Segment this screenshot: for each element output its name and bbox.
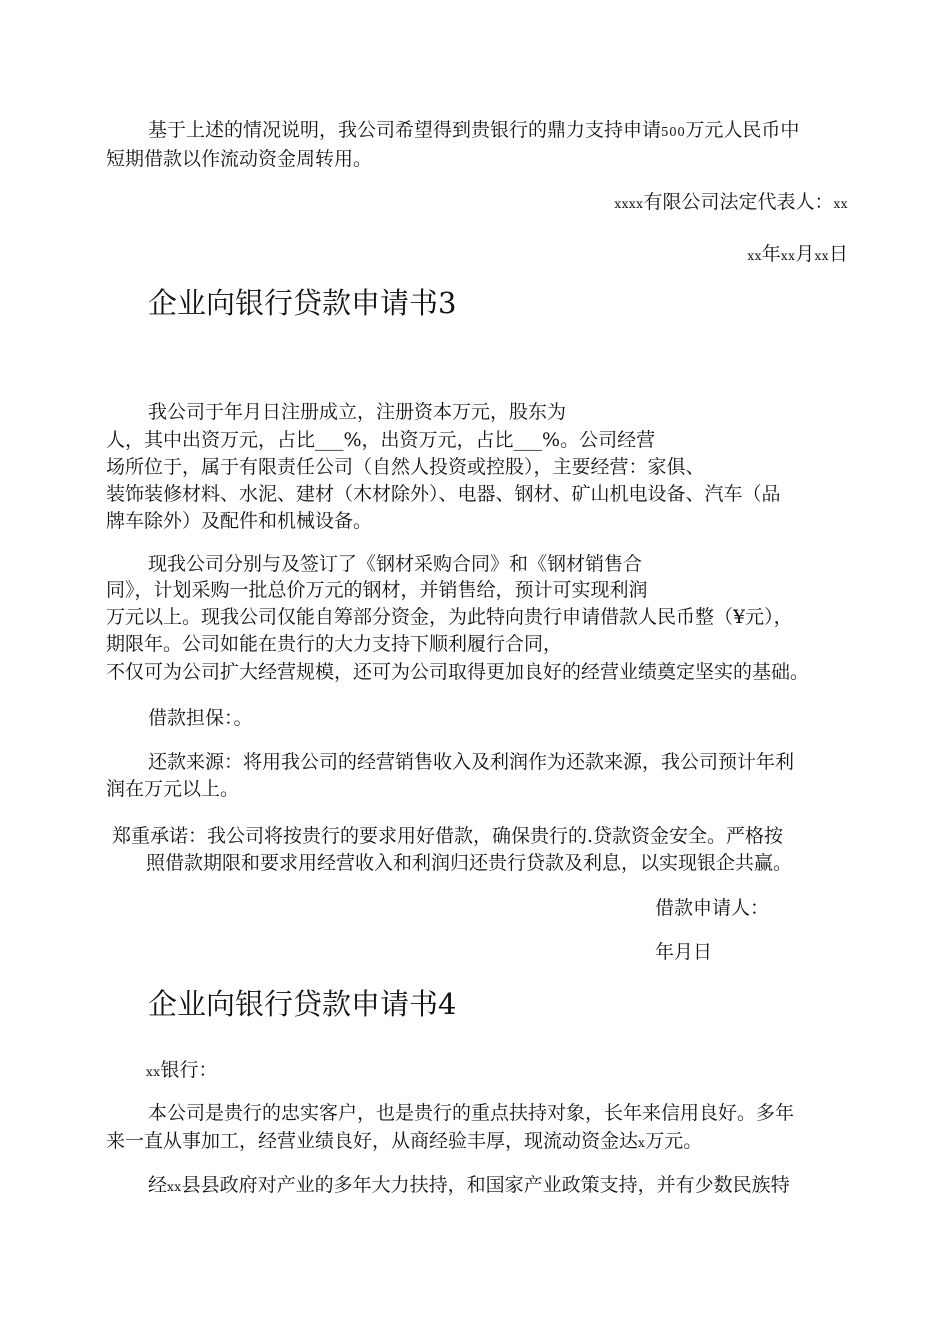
paragraph-line: 郑重承诺：我公司将按贵行的要求用好借款，确保贵行的.贷款资金安全。严格按 xyxy=(112,825,784,847)
paragraph-line: 我公司于年月日注册成立，注册资本万元，股东为 xyxy=(148,401,567,423)
text-segment: 来一直从事加工，经营业绩良好，从商经验丰厚，现流动资金达 xyxy=(106,1130,639,1152)
paragraph-line xyxy=(148,1173,790,1199)
text-segment: 经 xyxy=(148,1174,168,1196)
paragraph-line: 照借款期限和要求用经营收入和利润归还贵行贷款及利息，以实现银企共赢。 xyxy=(146,852,793,874)
text-segment: 万元人民币中 xyxy=(685,119,800,141)
paragraph-line xyxy=(106,1129,702,1155)
placeholder-text: xx xyxy=(814,249,829,263)
placeholder-text: x xyxy=(638,1136,646,1150)
paragraph-line: 现我公司分别与及签订了《钢材采购合同》和《钢材销售合 xyxy=(148,553,643,575)
text-segment: 银行： xyxy=(160,1059,218,1081)
text-segment: 日 xyxy=(828,243,848,265)
paragraph-line: 润在万元以上。 xyxy=(106,778,240,800)
salutation-line xyxy=(146,1058,218,1084)
paragraph-line: 牌车除外）及配件和机械设备。 xyxy=(106,510,373,532)
date-line xyxy=(747,242,848,268)
guarantee-line: 借款担保：。 xyxy=(148,707,253,729)
placeholder-text: xx xyxy=(780,249,796,263)
paragraph-line: 本公司是贵行的忠实客户，也是贵行的重点扶持对象，长年来信用良好。多年 xyxy=(148,1102,795,1124)
placeholder-text: xxxx xyxy=(614,197,644,211)
paragraph-line: 装饰装修材料、水泥、建材（木材除外）、电器、钢材、矿山机电设备、汽车（品 xyxy=(106,483,781,505)
placeholder-text: xx xyxy=(833,197,848,211)
section-title: 企业向银行贷款申请书3 xyxy=(148,286,457,320)
section-title: 企业向银行贷款申请书4 xyxy=(148,987,457,1021)
paragraph-line: 短期借款以作流动资金周转用。 xyxy=(106,148,373,170)
paragraph-line: 期限年。公司如能在贵行的大力支持下顺利履行合同， xyxy=(106,633,563,655)
placeholder-text: xx xyxy=(747,249,762,263)
text-segment: 县县政府对产业的多年大力扶持，和国家产业政策支持，并有少数民族特 xyxy=(181,1174,790,1196)
placeholder-text: xx xyxy=(146,1065,161,1079)
paragraph-line: 万元以上。现我公司仅能自筹部分资金，为此特向贵行申请借款人民币整（¥元）， xyxy=(106,606,793,628)
text-segment: 有限公司法定代表人： xyxy=(643,191,834,213)
paragraph-line: 同》，计划采购一批总价万元的钢材，并销售给，预计可实现利润 xyxy=(106,579,648,601)
amount-value: 500 xyxy=(661,125,686,139)
paragraph-line: 还款来源：将用我公司的经营销售收入及利润作为还款来源，我公司预计年利 xyxy=(148,751,795,773)
placeholder-text: xx xyxy=(167,1180,182,1194)
text-segment: 基于上述的情况说明，我公司希望得到贵银行的鼎力支持申请 xyxy=(148,119,662,141)
paragraph-line: 不仅可为公司扩大经营规模，还可为公司取得更加良好的经营业绩奠定坚实的基础。 xyxy=(106,661,810,683)
date-line: 年月日 xyxy=(655,941,713,963)
paragraph-line: 人，其中出资万元，占比___%，出资万元，占比___%。公司经营 xyxy=(106,429,656,451)
text-segment: 年 xyxy=(761,243,781,265)
text-segment: 月 xyxy=(795,243,815,265)
paragraph-line: 场所位于，属于有限责任公司（自然人投资或控股），主要经营：家俱、 xyxy=(106,456,705,478)
applicant-label: 借款申请人： xyxy=(655,897,770,919)
signature-line xyxy=(614,190,848,216)
text-segment: 万元。 xyxy=(645,1130,703,1152)
paragraph-line xyxy=(148,118,799,144)
